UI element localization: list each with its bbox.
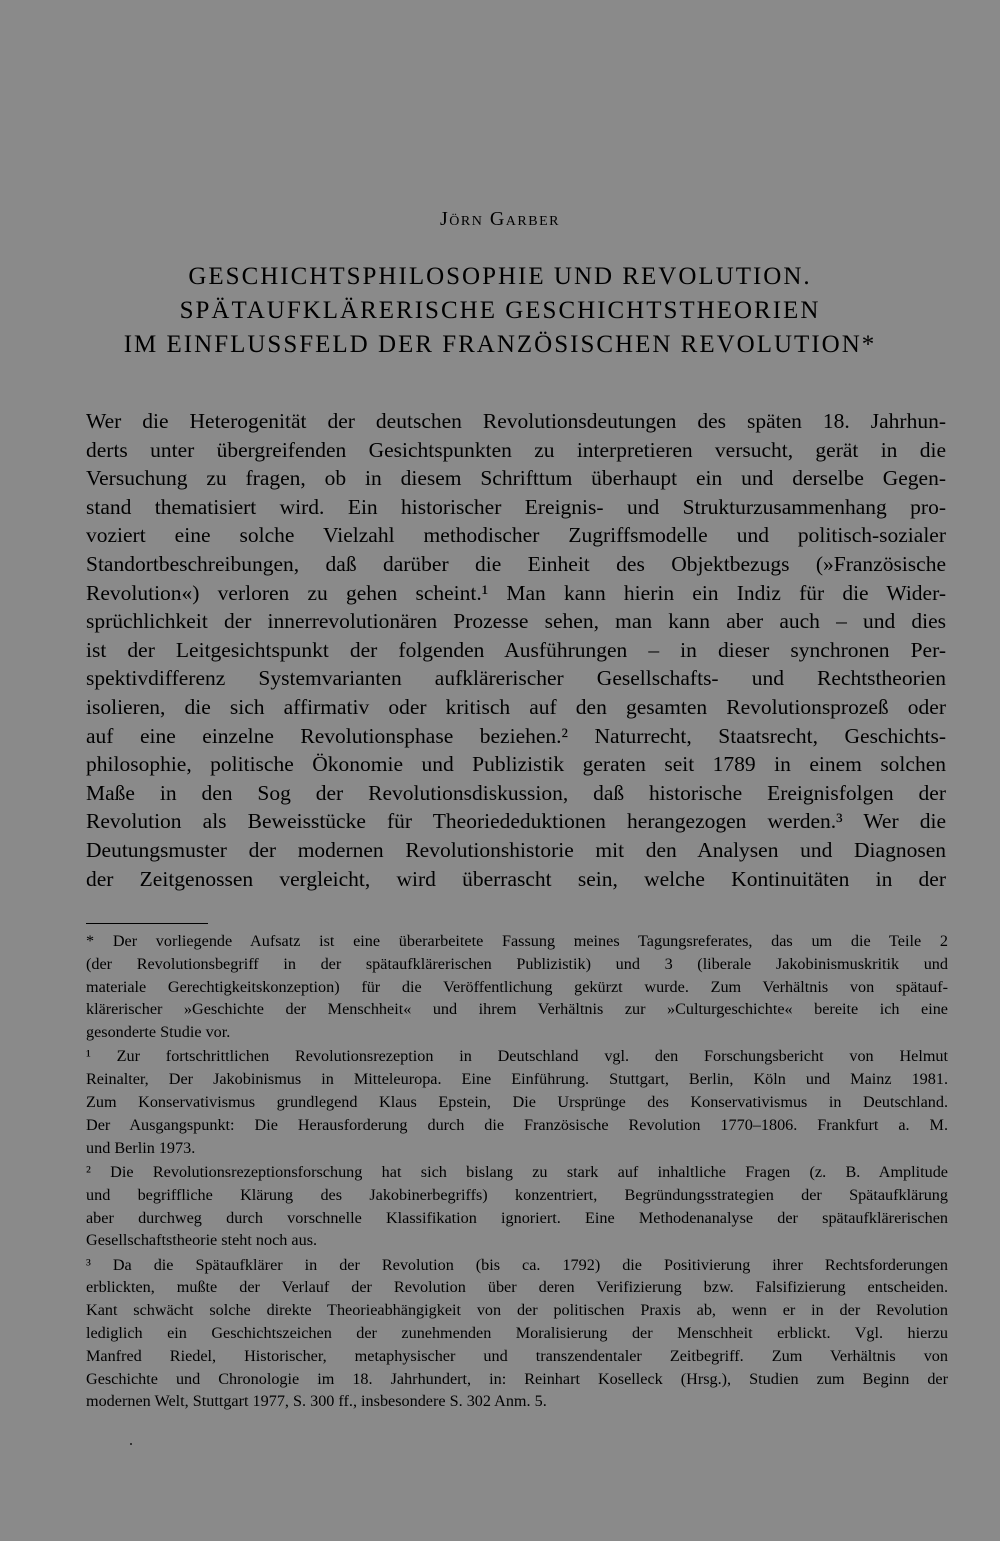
body-line: sprüchlichkeit der innerrevolutionären Prozesse sehen, man kann aber auch – und dies [86, 609, 946, 634]
footnote-line: ² Die Revolutionsrezeptionsforschung hat sich bislang zu stark auf inhaltliche Fragen (z. B. Amplitude [86, 1162, 948, 1181]
footnote-line: Reinalter, Der Jakobinismus in Mitteleuropa. Eine Einführung. Stuttgart, Berlin, Köln und Mainz 1981. [86, 1070, 948, 1089]
footnote-line: materiale Gerechtigkeitskonzeption) für die Veröffentlichung gekürzt wurde. Zum Verhältnis von spätauf- [86, 977, 948, 996]
body-line: isolieren, die sich affirmativ oder kritisch auf den gesamten Revolutionsprozeß oder [86, 694, 946, 719]
footnote-1 [86, 1045, 948, 1159]
footnote-line: Geschichte und Chronologie im 18. Jahrhundert, in: Reinhart Koselleck (Hrsg.), Studien zum Beginn der [86, 1369, 948, 1388]
footnote-2 [86, 1161, 948, 1252]
body-line: derts unter übergreifenden Gesichtspunkten zu interpretieren versucht, gerät in die [86, 437, 946, 462]
body-line: Revolution«) verloren zu gehen scheint.¹ Man kann hierin ein Indiz für die Wider- [86, 580, 946, 605]
footnote-3 [86, 1254, 948, 1414]
footnote-line: aber durchweg durch vorschnelle Klassifikation ignoriert. Eine Methodenanalyse der spätaufklärerischen [86, 1208, 948, 1227]
footnote-line: Gesellschaftstheorie steht noch aus. [86, 1231, 318, 1250]
footnote-line: und begriffliche Klärung des Jakobinerbegriffs) konzentriert, Begründungsstrategien der Spätaufklärung [86, 1185, 948, 1204]
body-line: Deutungsmuster der modernen Revolutionshistorie mit den Analysen und Diagnosen [86, 837, 946, 862]
footnote-line: Kant schwächt solche direkte Theorieabhängigkeit von der politischen Praxis ab, wenn er in der Revolution [86, 1301, 948, 1320]
footnote-line: ³ Da die Spätaufklärer in der Revolution (bis ca. 1792) die Positivierung ihrer Rechtsforderungen [86, 1255, 948, 1274]
footnote-line: gesonderte Studie vor. [86, 1023, 231, 1042]
title-line: SPÄTAUFKLÄRERISCHE GESCHICHTSTHEORIEN [179, 297, 821, 324]
body-line: Standortbeschreibungen, daß darüber die Einheit des Objektbezugs (»Französische [86, 551, 946, 576]
body-line: Maße in den Sog der Revolutionsdiskussion, daß historische Ereignisfolgen der [86, 780, 946, 805]
title-line: IM EINFLUSSFELD DER FRANZÖSISCHEN REVOLUTION* [123, 331, 877, 358]
footnote-line: Zum Konservativismus grundlegend Klaus Epstein, Die Ursprünge des Konservativismus in Deutschland. [86, 1093, 948, 1112]
footnote-line: ¹ Zur fortschrittlichen Revolutionsrezeption in Deutschland vgl. den Forschungsbericht von Helmut [86, 1047, 948, 1066]
footnote-line: * Der vorliegende Aufsatz ist eine überarbeitete Fassung meines Tagungsreferates, das um die Teile 2 [86, 932, 948, 950]
footnote-line: (der Revolutionsbegriff in der spätaufklärerischen Publizistik) und 3 (liberale Jakobinismuskritik und [86, 954, 948, 973]
author-name: Jörn Garber [440, 208, 560, 230]
body-line: ist der Leitgesichtspunkt der folgenden Ausführungen – in dieser synchronen Per- [86, 637, 946, 662]
body-line: Revolution als Beweisstücke für Theoriededuktionen herangezogen werden.³ Wer die [86, 809, 946, 834]
footnote-line: modernen Welt, Stuttgart 1977, S. 300 ff., insbesondere S. 302 Anm. 5. [86, 1392, 547, 1411]
footnotes [86, 930, 948, 1415]
title-line: GESCHICHTSPHILOSOPHIE UND REVOLUTION. [188, 263, 812, 290]
article-title [60, 260, 940, 362]
footnote-line: lediglich ein Geschichtszeichen der zunehmenden Moralisierung der Menschheit erblickt. Vgl. hierzu [86, 1324, 948, 1343]
footnote-star [86, 930, 948, 1044]
body-line: der Zeitgenossen vergleicht, wird überrascht sein, welche Kontinuitäten in der [86, 866, 946, 891]
body-line: spektivdifferenz Systemvarianten aufklärerischer Gesellschafts- und Rechtstheorien [86, 666, 946, 691]
footnote-divider [86, 923, 208, 924]
body-line: Wer die Heterogenität der deutschen Revolutionsdeutungen des späten 18. Jahrhun- [86, 409, 946, 433]
body-line: stand thematisiert wird. Ein historischer Ereignis- und Strukturzusammenhang pro- [86, 494, 946, 519]
footnote-line: Der Ausgangspunkt: Die Herausforderung durch die Französische Revolution 1770–1806. Frankfurt a. M. [86, 1115, 948, 1134]
footnote-line: erblickten, mußte der Verlauf der Revolution über deren Verifizierung bzw. Falsifizierung entscheiden. [86, 1278, 948, 1297]
body-line: auf eine einzelne Revolutionsphase beziehen.² Naturrecht, Staatsrecht, Geschichts- [86, 723, 946, 748]
print-speck [130, 1443, 132, 1445]
body-line: Versuchung zu fragen, ob in diesem Schrifttum überhaupt ein und derselbe Gegen- [86, 466, 946, 491]
body-paragraph [86, 407, 946, 893]
body-line: voziert eine solche Vielzahl methodischer Zugriffsmodelle und politisch-sozialer [86, 523, 946, 548]
footnote-line: und Berlin 1973. [86, 1138, 196, 1157]
footnote-line: Manfred Riedel, Historischer, metaphysischer und transzendentaler Zeitbegriff. Zum Verhältnis von [86, 1346, 948, 1365]
body-line: philosophie, politische Ökonomie und Publizistik geraten seit 1789 in einem solchen [86, 752, 946, 777]
footnote-line: klärerischer »Geschichte der Menschheit« und ihrem Verhältnis zur »Culturgeschichte« bereite ich eine [86, 1000, 948, 1019]
